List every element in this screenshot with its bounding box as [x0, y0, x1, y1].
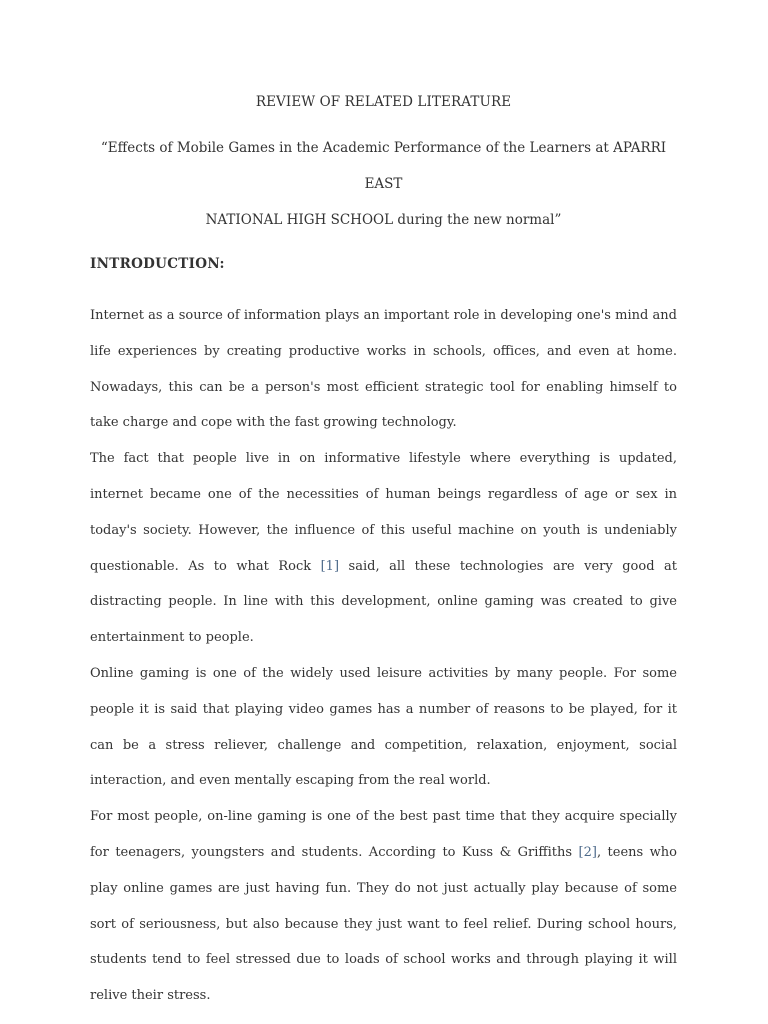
paragraph-4 — [90, 799, 677, 1014]
citation-link-2[interactable]: [2] — [578, 844, 597, 860]
paragraph-2-text-after: said, all these technologies are very good at distracting people. In line with this development, online gaming was created to give entertainment to people. — [90, 558, 677, 646]
paragraph-2-text-before: The fact that people live in on informative lifestyle where everything is updated, internet became one of the necessities of human beings regardless of age or sex in today's society. However, the influence of this useful machine on youth is undeniably questionable. As to what Rock — [90, 451, 677, 574]
subtitle-line-2: NATIONAL HIGH SCHOOL during the new normal” — [205, 212, 562, 228]
section-heading-introduction: INTRODUCTION: — [90, 256, 225, 272]
paragraph-3: Online gaming is one of the widely used leisure activities by many people. For some people it is said that playing video games has a number of reasons to be played, for it can be a stress reliever, challenge and competition, relaxation, enjoyment, social interaction, and even mentally escaping from the real world. — [90, 665, 677, 789]
document-title: REVIEW OF RELATED LITERATURE — [255, 94, 512, 110]
paragraph-4-text-after: , teens who play online games are just having fun. They do not just actually play because of some sort of seriousness, but also because they just want to feel relief. During school hours, students tend to feel stressed due to loads of school works and through playing it will relive their stress. — [90, 844, 677, 1004]
paragraph-4-text-before: For most people, on-line gaming is one of the best past time that they acquire specially for teenagers, youngsters and students. According to Kuss & Griffiths — [90, 809, 677, 860]
citation-link-1[interactable]: [1] — [320, 558, 340, 574]
paragraph-1: Internet as a source of information plays an important role in developing one's mind and life experiences by creating productive works in schools, offices, and even at home. Nowadays, this can be a person's most efficient strategic tool for enabling himself to take charge and cope with the fast growing technology. — [90, 308, 677, 431]
document-page — [90, 90, 677, 1014]
paragraph-2 — [90, 441, 677, 656]
document-subtitle — [90, 130, 677, 238]
subtitle-line-1: “Effects of Mobile Games in the Academic Performance of the Learners at APARRI EAST — [100, 140, 667, 192]
